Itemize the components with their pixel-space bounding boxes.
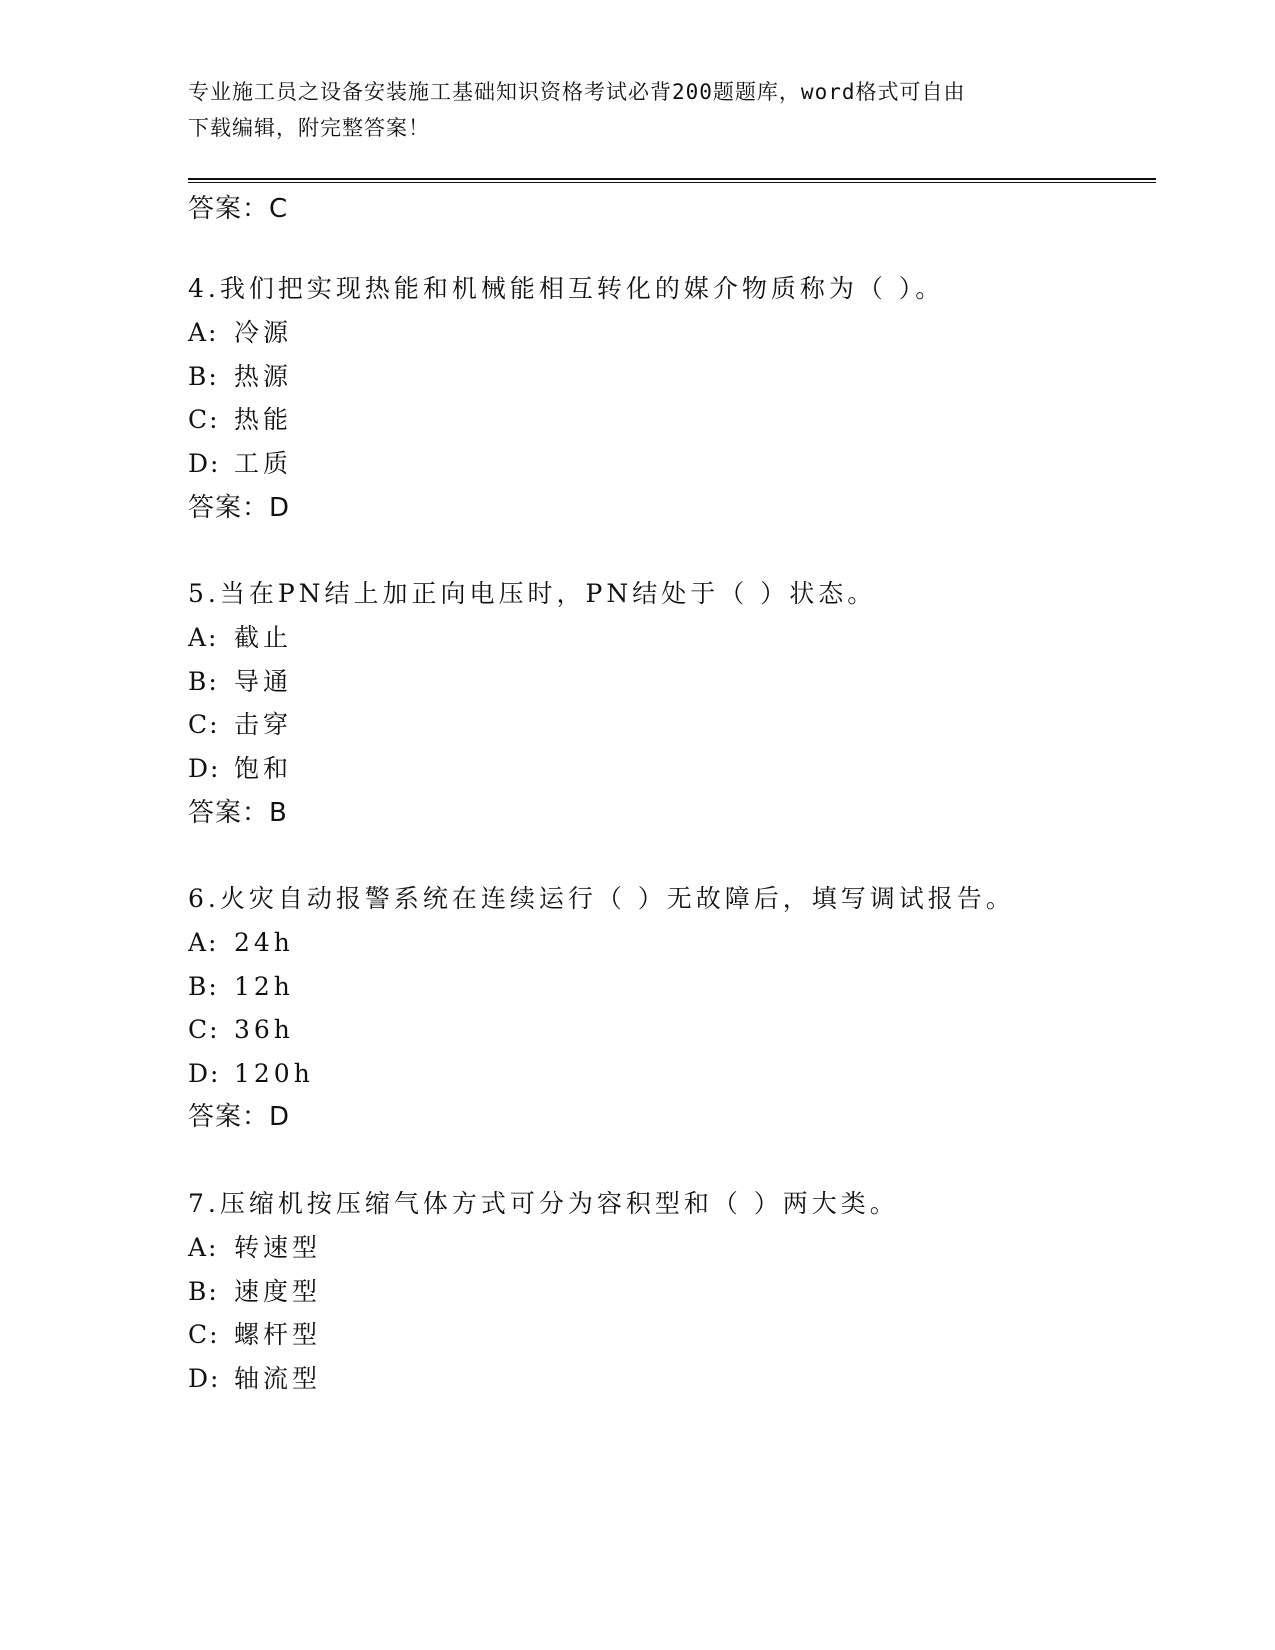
answer-line: 答案：C bbox=[188, 194, 289, 224]
option-b bbox=[188, 971, 294, 1003]
document-header bbox=[188, 74, 1088, 146]
question-stem: 5.当在PN结上加正向电压时，PN结处于（ ）状态。 bbox=[188, 579, 877, 608]
option-letter: B: bbox=[188, 362, 219, 391]
option-d bbox=[188, 1058, 314, 1090]
option-text: 工质 bbox=[234, 449, 293, 478]
option-text: 冷源 bbox=[234, 318, 293, 347]
option-letter: C: bbox=[188, 1320, 220, 1349]
option-letter: D: bbox=[188, 1364, 221, 1393]
option-letter: C: bbox=[188, 1015, 220, 1044]
option-c bbox=[188, 709, 292, 741]
option-text: 24h bbox=[234, 928, 294, 957]
option-text: 速度型 bbox=[234, 1277, 322, 1306]
option-d bbox=[188, 448, 292, 480]
option-b bbox=[188, 666, 292, 698]
option-text: 击穿 bbox=[234, 710, 293, 739]
option-text: 螺杆型 bbox=[234, 1320, 322, 1349]
option-letter: D: bbox=[188, 449, 221, 478]
option-c bbox=[188, 404, 292, 436]
option-letter: B: bbox=[188, 1277, 219, 1306]
option-text: 120h bbox=[234, 1059, 314, 1088]
option-d bbox=[188, 753, 292, 785]
option-text: 热源 bbox=[234, 362, 293, 391]
option-text: 12h bbox=[234, 972, 294, 1001]
option-text: 导通 bbox=[234, 667, 293, 696]
option-letter: C: bbox=[188, 405, 220, 434]
option-letter: D: bbox=[188, 754, 221, 783]
option-c bbox=[188, 1319, 321, 1351]
option-letter: A: bbox=[188, 623, 219, 652]
question-stem: 6.火灾自动报警系统在连续运行（ ）无故障后，填写调试报告。 bbox=[188, 884, 1015, 913]
answer-line: 答案：D bbox=[188, 1102, 291, 1132]
option-letter: B: bbox=[188, 667, 219, 696]
option-letter: C: bbox=[188, 710, 220, 739]
option-c bbox=[188, 1014, 294, 1046]
option-letter: A: bbox=[188, 318, 219, 347]
option-letter: D: bbox=[188, 1059, 221, 1088]
option-text: 热能 bbox=[234, 405, 293, 434]
option-letter: B: bbox=[188, 972, 219, 1001]
header-divider bbox=[188, 178, 1156, 183]
option-text: 轴流型 bbox=[234, 1364, 322, 1393]
answer-line: 答案：B bbox=[188, 798, 288, 828]
header-line-2: 下载编辑，附完整答案！ bbox=[188, 116, 430, 140]
question-stem: 7.压缩机按压缩气体方式可分为容积型和（ ）两大类。 bbox=[188, 1189, 899, 1218]
option-text: 截止 bbox=[234, 623, 293, 652]
option-a bbox=[188, 622, 292, 654]
option-text: 36h bbox=[234, 1015, 294, 1044]
option-b bbox=[188, 361, 292, 393]
option-b bbox=[188, 1276, 321, 1308]
header-line-1: 专业施工员之设备安装施工基础知识资格考试必背200题题库，word格式可自由 bbox=[188, 80, 966, 104]
option-text: 转速型 bbox=[234, 1233, 322, 1262]
option-letter: A: bbox=[188, 928, 219, 957]
option-a bbox=[188, 927, 294, 959]
option-letter: A: bbox=[188, 1233, 219, 1262]
option-a bbox=[188, 317, 292, 349]
answer-line: 答案：D bbox=[188, 493, 291, 523]
option-text: 饱和 bbox=[234, 754, 293, 783]
option-a bbox=[188, 1232, 321, 1264]
question-stem: 4.我们把实现热能和机械能相互转化的媒介物质称为（ ）。 bbox=[188, 274, 945, 303]
option-d bbox=[188, 1363, 321, 1395]
